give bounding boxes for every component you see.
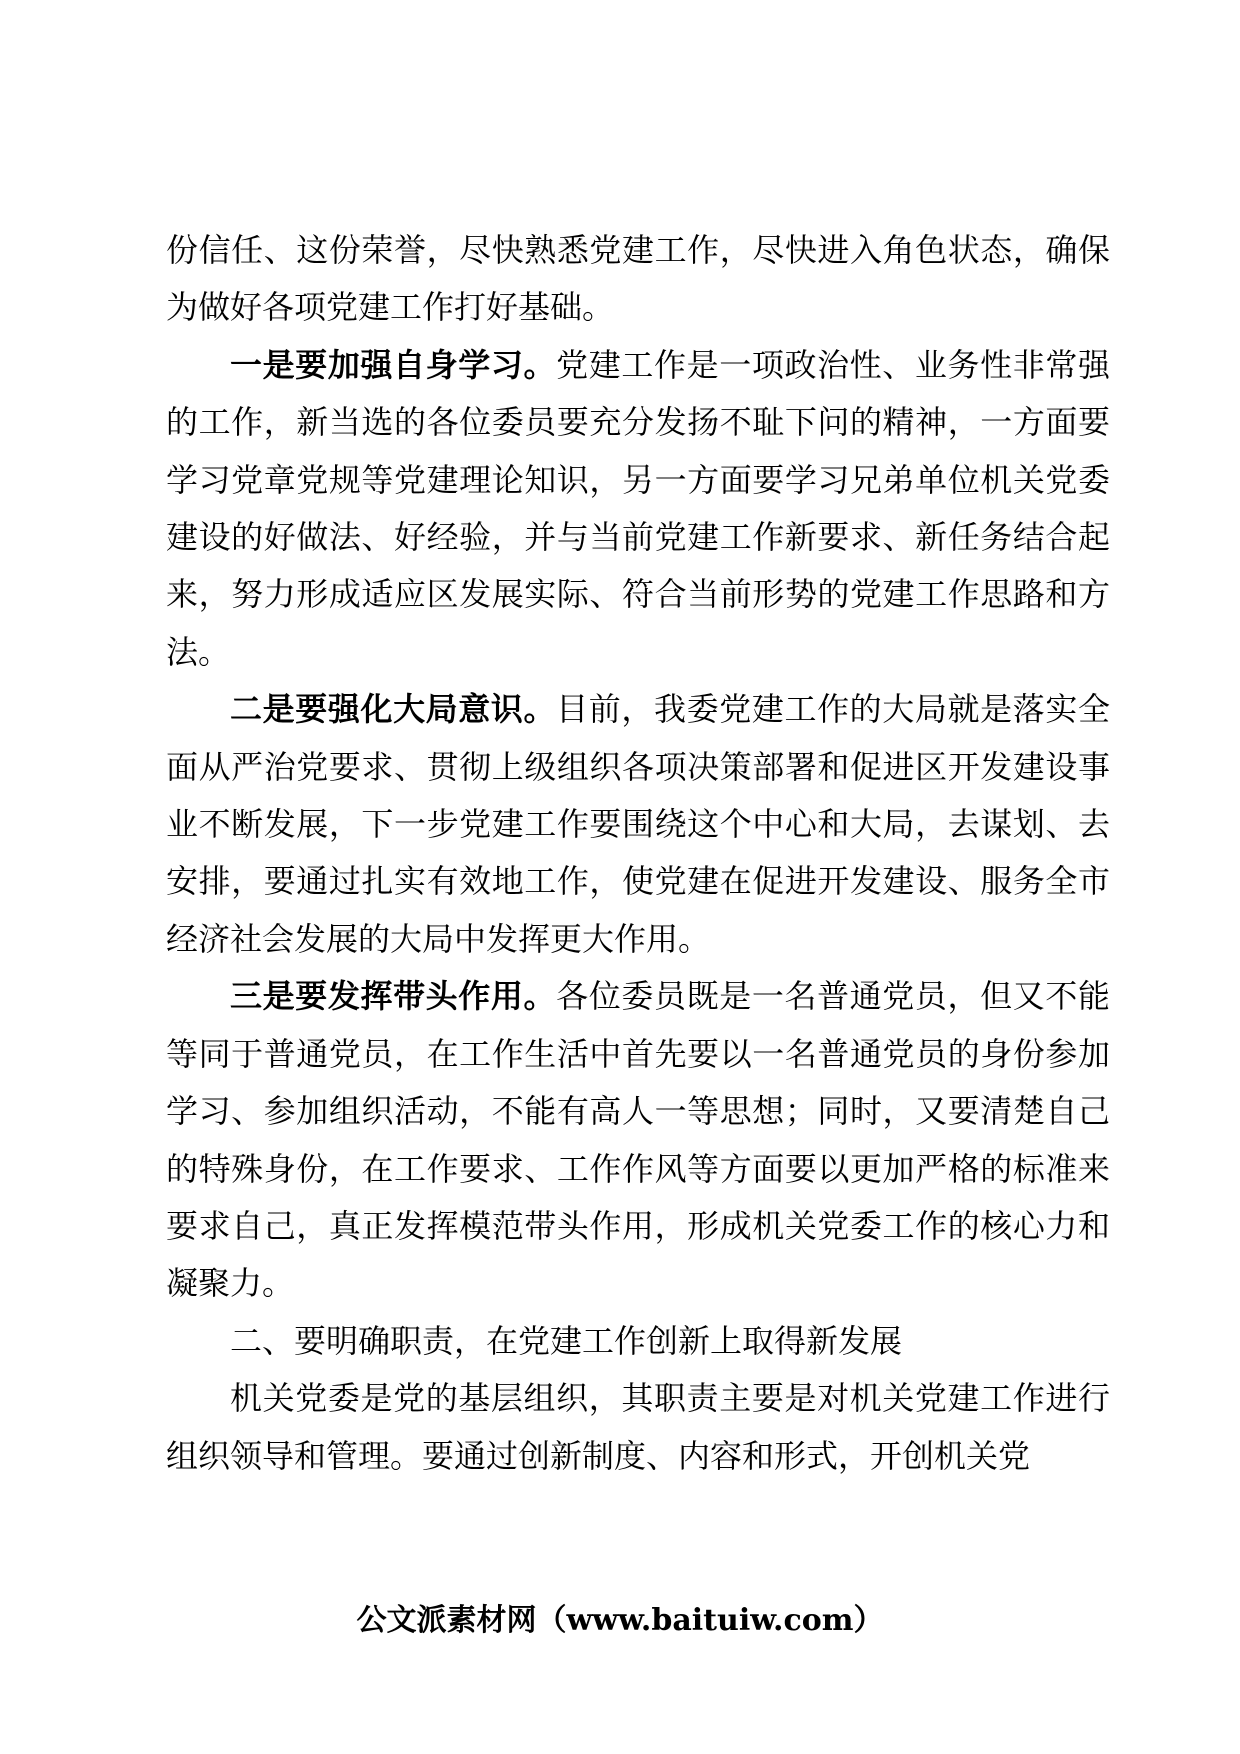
paragraph-text: 目前，我委党建工作的大局就是落实全面从严治党要求、贯彻上级组织各项决策部署和促进区开发建设事业不断发展，下一步党建工作要围绕这个中心和大局，去谋划、去安排，要通过扎实有效地工作，使党建在促进开发建设、服务全市经济社会发展的大局中发挥更大作用。 bbox=[166, 690, 1110, 958]
paragraph-duties bbox=[166, 1370, 1110, 1485]
paragraph-text: 份信任、这份荣誉，尽快熟悉党建工作，尽快进入角色状态，确保为做好各项党建工作打好基础。 bbox=[166, 231, 1110, 327]
section-heading bbox=[166, 1313, 1110, 1370]
page-footer bbox=[0, 1601, 1240, 1641]
section-heading-text: 二、要明确职责，在党建工作创新上取得新发展 bbox=[230, 1321, 903, 1360]
footer-watermark-text: 公文派素材网（www.baituiw.com） bbox=[356, 1603, 884, 1638]
paragraph-text: 各位委员既是一名普通党员，但又不能等同于普通党员，在工作生活中首先要以一名普通党员的身份参加学习、参加组织活动，不能有高人一等思想；同时，又要清楚自己的特殊身份，在工作要求、工作作风等方面要以更加严格的标准来要求自己，真正发挥模范带头作用，形成机关党委工作的核心力和凝聚力。 bbox=[166, 977, 1110, 1303]
paragraph-text: 党建工作是一项政治性、业务性非常强的工作，新当选的各位委员要充分发扬不耻下问的精神，一方面要学习党章党规等党建理论知识，另一方面要学习兄弟单位机关党委建设的好做法、好经验，并与当前党建工作新要求、新任务结合起来，努力形成适应区发展实际、符合当前形势的党建工作思路和方法。 bbox=[166, 345, 1110, 671]
paragraph-study bbox=[166, 337, 1110, 681]
paragraph-continuation bbox=[166, 222, 1110, 337]
paragraph-text: 机关党委是党的基层组织，其职责主要是对机关党建工作进行组织领导和管理。要通过创新制度、内容和形式，开创机关党 bbox=[166, 1379, 1110, 1475]
paragraph-lead-heading: 一是要加强自身学习。 bbox=[230, 345, 557, 384]
paragraph-overall-awareness bbox=[166, 681, 1110, 968]
paragraph-lead-heading: 三是要发挥带头作用。 bbox=[230, 977, 557, 1016]
paragraph-leading-role bbox=[166, 968, 1110, 1312]
document-body bbox=[166, 222, 1110, 1485]
paragraph-lead-heading: 二是要强化大局意识。 bbox=[230, 690, 557, 729]
